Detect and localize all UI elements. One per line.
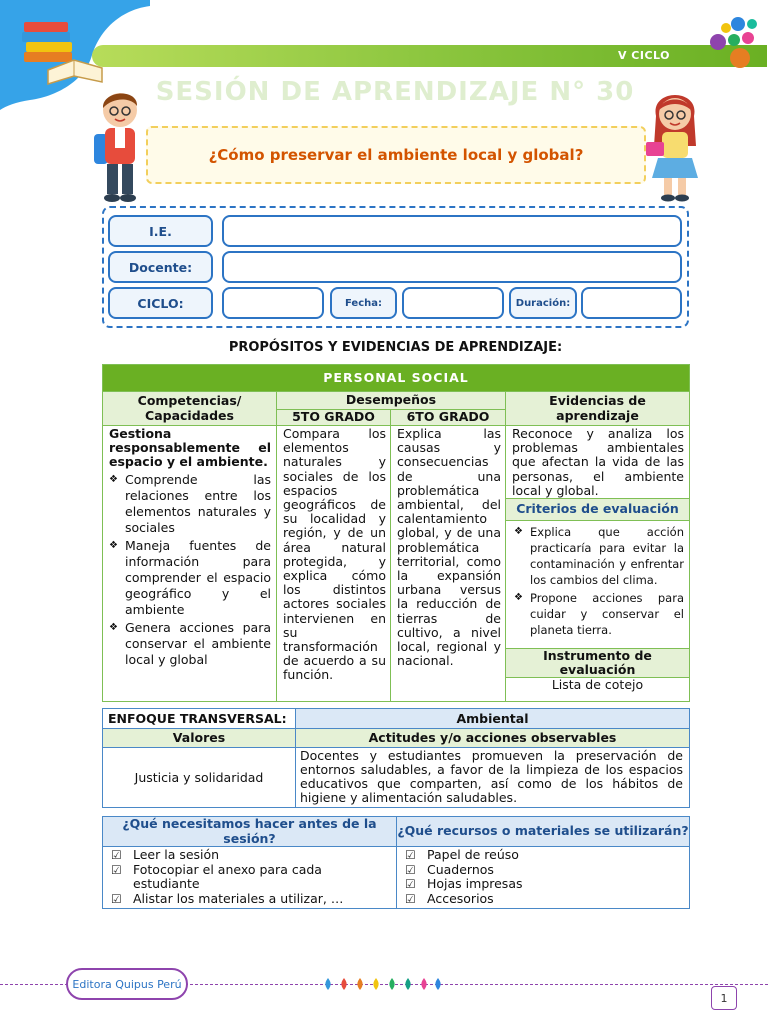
instrument-heading: Instrumento de evaluación — [506, 649, 690, 678]
list-item: ☑ Accesorios — [405, 892, 685, 907]
fecha-field[interactable] — [402, 287, 504, 319]
list-item: ☑ Fotocopiar el anexo para cada estudiante — [111, 863, 392, 892]
ciclo-field[interactable] — [222, 287, 324, 319]
resources-cell — [397, 847, 690, 909]
before-session-cell — [103, 847, 397, 909]
enfoque-table — [102, 708, 690, 808]
session-title: SESIÓN DE APRENDIZAJE N° 30 — [155, 77, 635, 107]
evidence-cell: Reconoce y analiza los problemas ambientales que afectan la vida de las personas, el ambiente local y global. — [506, 426, 690, 499]
before-session-list — [103, 847, 396, 908]
enfoque-value: Ambiental — [296, 709, 690, 729]
evidencias-heading: Evidencias de aprendizaje — [506, 392, 690, 426]
criteria-heading: Criterios de evaluación — [506, 499, 690, 521]
competence-cell — [103, 426, 277, 702]
list-item: ☑ Leer la sesión — [111, 848, 392, 863]
grade5-heading: 5TO GRADO — [277, 410, 391, 426]
duracion-label: Duración: — [509, 287, 577, 319]
session-question: ¿Cómo preservar el ambiente local y global? — [146, 126, 646, 184]
instrument-value: Lista de cotejo — [506, 678, 690, 702]
list-item: ❖ Genera acciones para conservar el ambiente local y global — [109, 620, 271, 668]
capacities-list — [109, 472, 271, 668]
docente-label: Docente: — [108, 251, 213, 283]
colored-dots-icon — [704, 14, 760, 70]
competencias-heading: Competencias/ Capacidades — [103, 392, 277, 426]
list-item: ☑ Papel de reúso — [405, 848, 685, 863]
purposes-heading: PROPÓSITOS Y EVIDENCIAS DE APRENDIZAJE: — [228, 340, 563, 355]
competence-title: Gestiona responsablemente el espacio y el ambiente. — [109, 426, 271, 470]
list-item: ☑ Alistar los materiales a utilizar, … — [111, 892, 392, 907]
grade6-heading: 6TO GRADO — [391, 410, 506, 426]
docente-field[interactable] — [222, 251, 682, 283]
list-item: ☑ Cuadernos — [405, 863, 685, 878]
purposes-table — [102, 364, 690, 702]
list-item: ❖ Propone acciones para cuidar y conservar el planeta tierra. — [514, 590, 684, 638]
publisher-badge: Editora Quipus Perú — [66, 968, 188, 1000]
kid-boy-illustration — [90, 86, 148, 206]
enfoque-label: ENFOQUE TRANSVERSAL: — [103, 709, 296, 729]
criteria-cell — [506, 521, 690, 649]
ie-field[interactable] — [222, 215, 682, 247]
resources-list — [397, 847, 689, 908]
desempenos-heading: Desempeños — [277, 392, 506, 410]
desempeno-5-cell: Compara los elementos naturales y sociales de los espacios geográficos de su localidad y región, y de un área natural protegida, y explica cómo los distintos actores sociales intervienen en su transformación de acuerdo a su función. — [277, 426, 391, 702]
criteria-list — [514, 524, 684, 638]
resources-heading: ¿Qué recursos o materiales se utilizarán? — [397, 817, 690, 847]
page-number: 1 — [711, 986, 737, 1010]
area-heading: PERSONAL SOCIAL — [103, 365, 690, 392]
cycle-label: V CICLO — [617, 49, 670, 62]
actions-heading: Actitudes y/o acciones observables — [296, 729, 690, 748]
fecha-label: Fecha: — [330, 287, 397, 319]
ie-label: I.E. — [108, 215, 213, 247]
desempeno-6-cell: Explica las causas y consecuencias de una problemática ambiental, del calentamiento global, y de una problemática territorial, como la expansión urbana versus la reducción de tierras de cultivo, a nivel local, regional y nacional. — [391, 426, 506, 702]
preparation-table — [102, 816, 690, 909]
values-heading: Valores — [103, 729, 296, 748]
before-session-heading: ¿Qué necesitamos hacer antes de la sesión? — [103, 817, 397, 847]
footer-drops-icon — [322, 976, 442, 992]
values-cell: Justicia y solidaridad — [103, 748, 296, 808]
list-item: ❖ Explica que acción practicaría para evitar la contaminación y enfrentar los cambios del clima. — [514, 524, 684, 588]
duracion-field[interactable] — [581, 287, 682, 319]
actions-cell: Docentes y estudiantes promueven la preservación de entornos saludables, a favor de la limpieza de los espacios educativos que comparten, así como de los hábitos de higiene y alimentación saludables. — [296, 748, 690, 808]
list-item: ❖ Maneja fuentes de información para comprender el espacio geográfico y el ambiente — [109, 538, 271, 618]
kid-girl-illustration — [642, 86, 708, 204]
list-item: ☑ Hojas impresas — [405, 877, 685, 892]
list-item: ❖ Comprende las relaciones entre los elementos naturales y sociales — [109, 472, 271, 536]
ciclo-label: CICLO: — [108, 287, 213, 319]
